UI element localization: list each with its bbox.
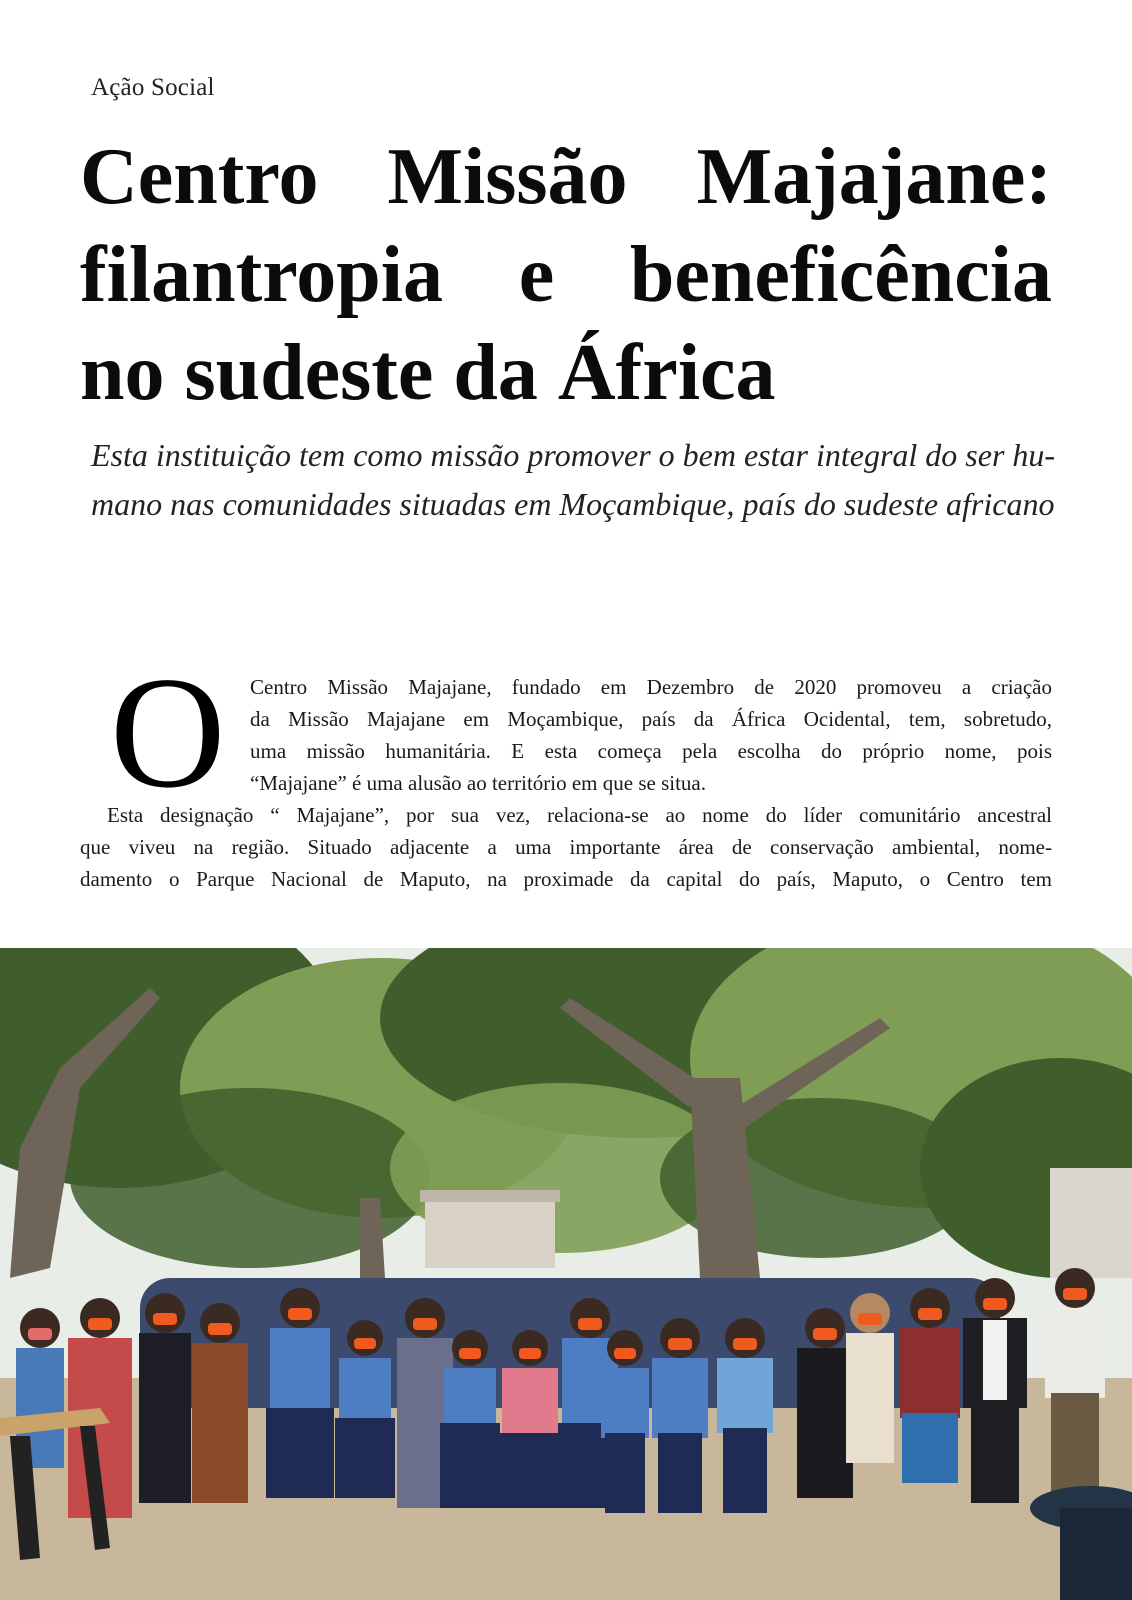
body-line: Centro Missão Majajane, fundado em Dezembro de 2020 promoveu a criação [250, 675, 1052, 699]
body-line: que viveu na região. Situado adjacente a uma importante área de conservação ambiental, nome- [80, 835, 1052, 859]
article-body [80, 643, 1052, 895]
second-paragraph [80, 799, 1052, 895]
article-title [80, 128, 1052, 422]
drop-cap: O [110, 643, 226, 821]
tree-canopy [0, 948, 1132, 1278]
title-line: filantropia e beneficência [80, 231, 1052, 319]
title-line: Centro Missão Majajane: [80, 133, 1052, 221]
subtitle-line: mano nas comunidades situadas em Moçambique, país do sudeste africano [91, 486, 1055, 522]
subtitle-line: Esta instituição tem como missão promover o bem estar integral do ser hu- [91, 437, 1056, 473]
body-line: Esta designação “ Majajane”, por sua vez, relaciona-se ao nome do líder comunitário ancestral [107, 803, 1052, 827]
group-photo [0, 948, 1132, 1600]
body-line: da Missão Majajane em Moçambique, país da África Ocidental, tem, sobretudo, [250, 707, 1052, 731]
section-label: Ação Social [91, 74, 215, 101]
title-line: no sudeste da África [80, 329, 776, 417]
body-line: damento o Parque Nacional de Maputo, na proximade da capital do país, Maputo, o Centro tem [80, 867, 1052, 891]
body-line: uma missão humanitária. E esta começa pela escolha do próprio nome, pois [250, 739, 1052, 763]
article-subtitle [91, 431, 1056, 529]
body-line: “Majajane” é uma alusão ao território em que se situa. [250, 771, 706, 795]
